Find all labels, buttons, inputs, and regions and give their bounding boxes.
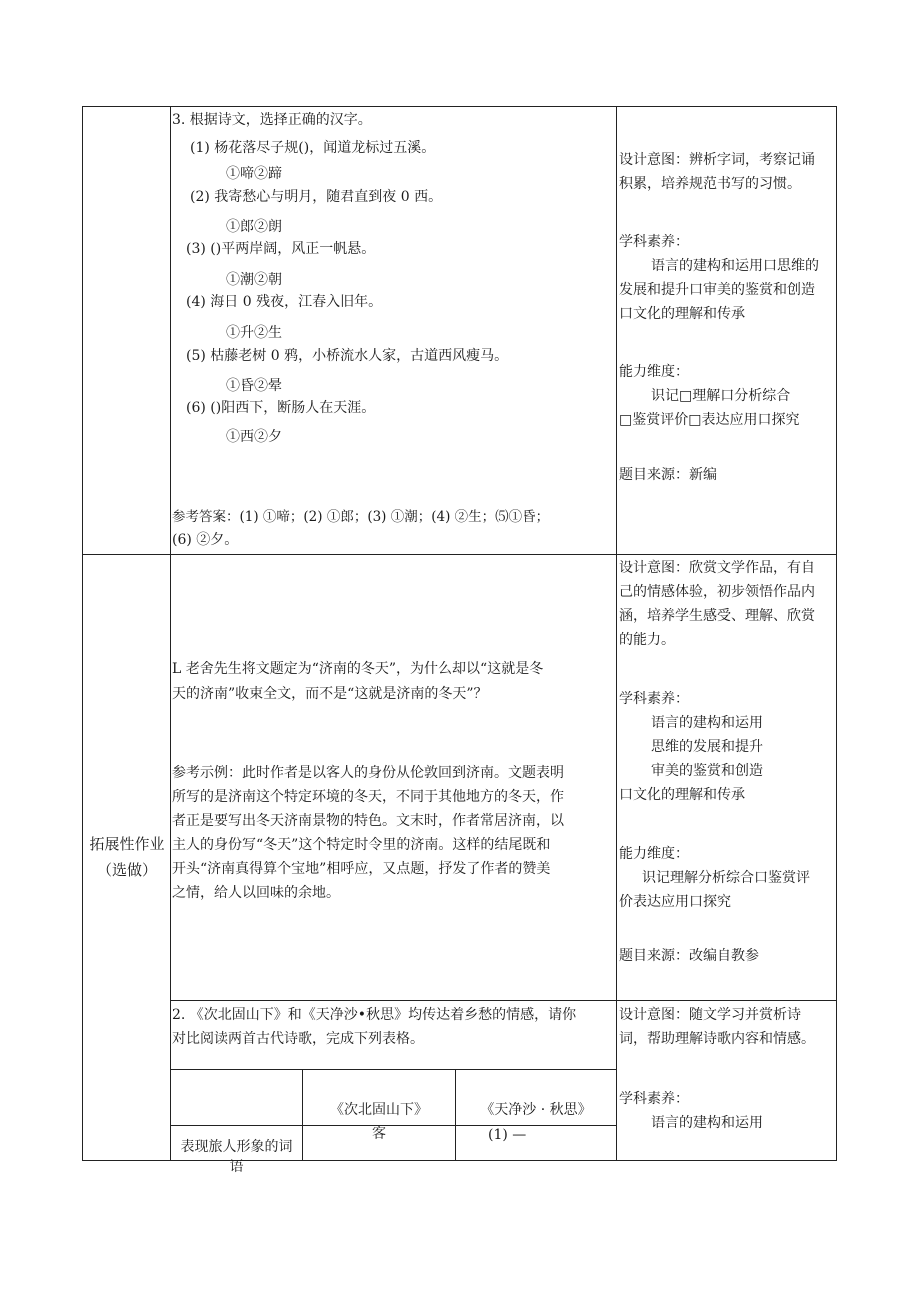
poem-table-cell-2: (1) — [488,1127,527,1143]
question-1-line-1: L 老舍先生将文题定为“济南的冬天”，为什么却以“这就是冬 [172,661,544,677]
question-2-line-2: 对比阅读两首古代诗歌，完成下列表格。 [172,1031,424,1047]
s1-design-intent-line-1: 设计意图：辨析字词，考察记诵 [619,152,815,168]
question-3-item-3: (3) ()平两岸阔，风正一帆悬。 [186,241,376,257]
example-line-5: 开头“济南真得算个宝地”相呼应，又点题，抒发了作者的赞美 [172,861,551,877]
s3-design-intent-line-1: 设计意图：随文学习并赏析诗 [619,1007,801,1023]
s1-literacy-title: 学科素养： [619,234,689,250]
question-3-options-6: ①西②夕 [226,429,282,445]
example-line-2: 所写的是济南这个特定环境的冬天，不同于其他地方的冬天，作 [172,789,564,805]
inner-table-top [170,1069,616,1070]
question-1-line-2: 天的济南”收束全文，而不是“这就是济南的冬天”？ [172,686,488,702]
example-line-1: 参考示例：此时作者是以客人的身份从伦敦回到济南。文题表明 [172,765,564,781]
example-line-6: 之情，给人以回味的余地。 [172,885,340,901]
s2-literacy-line-4: 口文化的理解和传承 [619,787,745,803]
question-3-options-2: ①郎②朗 [226,219,282,235]
poem-table-header-2: 《天净沙 · 秋思》 [480,1102,592,1118]
s2-design-intent-line-2: 己的情感体验，初步领悟作品内 [619,584,815,600]
question-3-options-4: ①升②生 [226,325,282,341]
s2-literacy-line-3: 审美的鉴赏和创造 [651,763,763,779]
s2-literacy-line-2: 思维的发展和提升 [651,739,763,755]
s3-literacy-line-1: 语言的建构和运用 [651,1115,763,1131]
question-3-title: 3. 根据诗文，选择正确的汉字。 [172,112,372,128]
example-line-4: 主人的身份写“冬天”这个特定时令里的济南。这样的结尾既和 [172,837,551,853]
question-3-item-6: (6) ()阳西下，断肠人在天涯。 [186,400,376,416]
s2-ability-title: 能力维度： [619,846,689,862]
s2-ability-line-1: 识记理解分析综合口鉴赏评 [642,870,810,886]
s3-design-intent-line-2: 词，帮助理解诗歌内容和情感。 [619,1031,815,1047]
question-3-answer-line-1: 参考答案：(1) ①啼；(2) ①郎；(3) ①潮；(4) ②生；⑸①昏； [172,509,550,525]
table-row-divider-1 [82,554,837,555]
table-border-right [836,106,837,1161]
example-line-3: 者正是要写出冬天济南景物的特色。文末时，作者常居济南，以 [172,813,564,829]
s1-ability-line-1: 识记□理解口分析综合 [651,388,791,404]
question-3-options-5: ①昏②晕 [226,378,282,394]
table-border-left [82,106,83,1161]
section-label-line-1: 拓展性作业 [89,835,165,853]
s2-design-intent-line-3: 涵，培养学生感受、理解、欣赏 [619,608,815,624]
s1-design-intent-line-2: 积累，培养规范书写的习惯。 [619,176,801,192]
s2-design-intent-line-1: 设计意图：欣赏文学作品，有自 [619,560,815,576]
s1-ability-line-2: □鉴赏评价□表达应用口探究 [619,412,800,428]
s2-design-intent-line-4: 的能力。 [619,632,675,648]
question-3-item-2: (2) 我寄愁心与明月，随君直到夜 0 西。 [190,189,443,205]
s2-literacy-line-1: 语言的建构和运用 [651,715,763,731]
table-row-divider-2 [170,1000,837,1001]
table-border-col2 [616,106,617,1161]
s1-literacy-line-3: 口文化的理解和传承 [619,306,745,322]
poem-table-cell-1: 客 [372,1126,386,1142]
table-border-col1 [170,106,171,1161]
question-2-line-1: 2. 《次北固山下》和《天净沙•秋思》均传达着乡愁的情感，请你 [172,1007,577,1023]
s2-source: 题目来源：改编自教参 [619,948,759,964]
poem-table-row-label-line-2: 语 [229,1159,244,1175]
s3-literacy-title: 学科素养： [619,1091,689,1107]
question-3-item-5: (5) 枯藤老树 0 鸦，小桥流水人家，古道西风瘦马。 [186,348,509,364]
question-3-answer-line-2: (6) ②夕。 [172,532,239,548]
table-border-top [82,106,837,107]
poem-table-row-label-line-1: 表现旅人形象的词 [180,1139,293,1155]
poem-table-header-1: 《次北固山下》 [330,1102,428,1118]
s1-literacy-line-1: 语言的建构和运用口思维的 [651,258,819,274]
s2-literacy-title: 学科素养： [619,691,689,707]
question-3-item-1: (1) 杨花落尽子规()，闻道龙标过五溪。 [190,140,436,156]
s1-literacy-line-2: 发展和提升口审美的鉴赏和创造 [619,282,815,298]
question-3-options-1: ①啼②蹄 [226,166,282,182]
question-3-item-4: (4) 海日 0 残夜，江春入旧年。 [186,294,383,310]
s2-ability-line-2: 价表达应用口探究 [619,894,731,910]
section-label-line-2: （选做） [96,861,157,879]
s1-source: 题目来源：新编 [619,467,717,483]
s1-ability-title: 能力维度： [619,364,689,380]
question-3-options-3: ①潮②朝 [226,272,282,288]
